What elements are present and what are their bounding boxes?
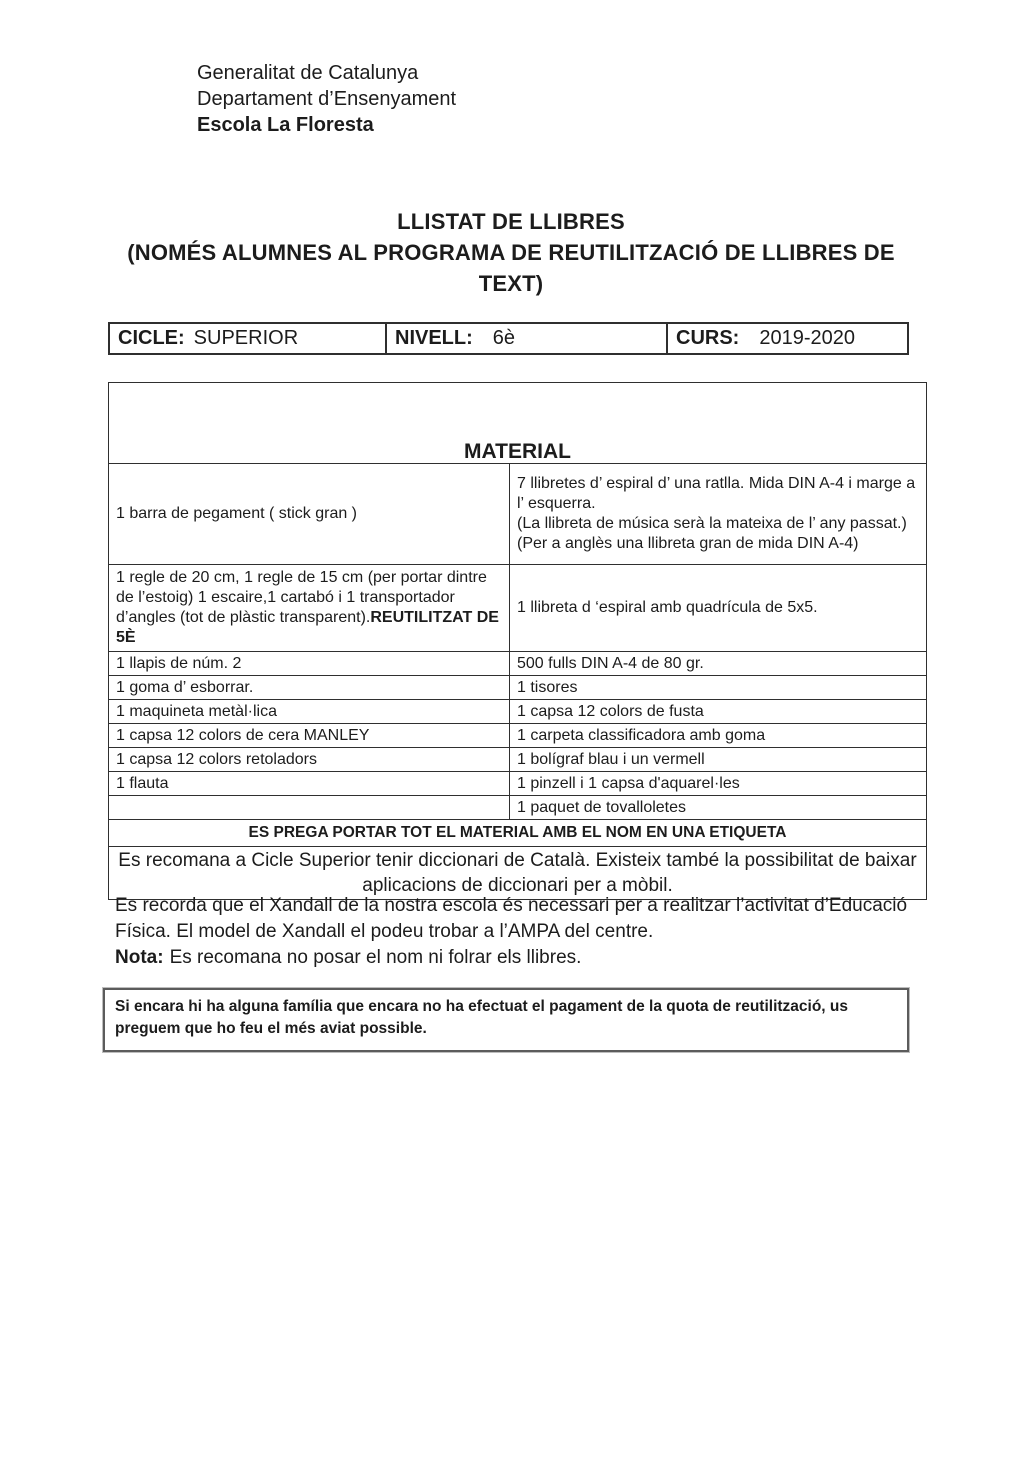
material-row <box>109 676 927 700</box>
info-table <box>108 322 909 355</box>
regle-text: 1 regle de 20 cm, 1 regle de 15 cm (per portar dintre de l’estoig) 1 escaire,1 cartabó i 1 transportador d’angles (tot de plàstic transparent). <box>116 569 487 626</box>
material-row <box>109 652 927 676</box>
curs-label: CURS: <box>676 327 740 349</box>
llibretes-line-3: (Per a anglès una llibreta gran de mida DIN A-4) <box>517 535 859 552</box>
material-row <box>109 700 927 724</box>
material-table <box>108 382 927 900</box>
material-header: MATERIAL <box>109 383 927 464</box>
info-cell-cicle <box>109 323 386 354</box>
nota-text: Es recomana no posar el nom ni folrar els llibres. <box>169 947 582 968</box>
llibretes-line-2: (La llibreta de música serà la mateixa de l’ any passat.) <box>517 515 907 532</box>
nivell-value: 6è <box>492 327 516 349</box>
info-cell-curs <box>667 323 908 354</box>
regle-bold-text: REUTILITZAT DE 5È <box>116 609 499 646</box>
nivell-label: NIVELL: <box>395 327 473 349</box>
title-line-2: (NOMÉS ALUMNES AL PROGRAMA DE REUTILITZACIÓ DE LLIBRES DE <box>127 240 895 265</box>
info-row <box>109 323 908 354</box>
material-cell-left <box>109 565 510 652</box>
diccionari-note: Es recomana a Cicle Superior tenir diccionari de Català. Existeix també la possibilitat de baixar aplicacions de diccionari per a mòbil. <box>109 847 927 900</box>
material-cell-right: 1 bolígraf blau i un vermell <box>510 748 927 772</box>
title-line-3: TEXT) <box>478 271 544 296</box>
material-cell-left: 1 goma d’ esborrar. <box>109 676 510 700</box>
material-cell-right: 1 tisores <box>510 676 927 700</box>
letterhead <box>197 60 456 138</box>
cicle-label: CICLE: <box>118 327 185 349</box>
material-cell-left: 1 llapis de núm. 2 <box>109 652 510 676</box>
payment-notice-text: Si encara hi ha alguna família que encara no ha efectuat el pagament de la quota de reutilització, us preguem que ho feu el més aviat possible. <box>115 998 849 1037</box>
material-cell-left: 1 capsa 12 colors de cera MANLEY <box>109 724 510 748</box>
material-row <box>109 724 927 748</box>
curs-value: 2019-2020 <box>759 327 855 349</box>
llibretes-line-1: 7 llibretes d’ espiral d’ una ratlla. Mida DIN A-4 i marge a l’ esquerra. <box>517 475 916 512</box>
xandall-remark: Es recorda que el Xandall de la nostra escola és necessari per a realitzar l’activitat d’Educació Física. El model de Xandall el podeu trobar a l’AMPA del centre. <box>115 895 908 942</box>
material-cell-left: 1 capsa 12 colors retoladors <box>109 748 510 772</box>
material-cell-right: 1 carpeta classificadora amb goma <box>510 724 927 748</box>
material-row <box>109 748 927 772</box>
diccionari-note-row <box>109 847 927 900</box>
material-row <box>109 796 927 820</box>
payment-notice-box <box>103 988 909 1052</box>
letterhead-school: Escola La Floresta <box>197 114 374 136</box>
etiqueta-note: ES PREGA PORTAR TOT EL MATERIAL AMB EL NOM EN UNA ETIQUETA <box>109 820 927 847</box>
nota-label: Nota: <box>115 947 164 968</box>
material-cell-right: 500 fulls DIN A-4 de 80 gr. <box>510 652 927 676</box>
material-cell-left <box>109 796 510 820</box>
letterhead-org: Generalitat de Catalunya <box>197 62 419 84</box>
material-row <box>109 772 927 796</box>
material-cell-right: 1 paquet de tovalloletes <box>510 796 927 820</box>
material-cell-right <box>510 464 927 565</box>
material-row-pegament <box>109 464 927 565</box>
letterhead-dept: Departament d’Ensenyament <box>197 88 457 110</box>
material-cell-left: 1 maquineta metàl·lica <box>109 700 510 724</box>
etiqueta-note-row <box>109 820 927 847</box>
material-row-regle <box>109 565 927 652</box>
material-header-row <box>109 383 927 464</box>
nota-remark <box>115 945 913 971</box>
material-cell-right: 1 llibreta d ‘espiral amb quadrícula de 5x5. <box>510 565 927 652</box>
cicle-value: SUPERIOR <box>193 327 299 349</box>
material-cell-right: 1 capsa 12 colors de fusta <box>510 700 927 724</box>
material-cell-left: 1 flauta <box>109 772 510 796</box>
document-title <box>0 206 1022 299</box>
material-cell-left: 1 barra de pegament ( stick gran ) <box>109 464 510 565</box>
title-line-1: LLISTAT DE LLIBRES <box>397 209 625 234</box>
remarks <box>115 893 913 971</box>
material-cell-right: 1 pinzell i 1 capsa d'aquarel·les <box>510 772 927 796</box>
info-cell-nivell <box>386 323 667 354</box>
